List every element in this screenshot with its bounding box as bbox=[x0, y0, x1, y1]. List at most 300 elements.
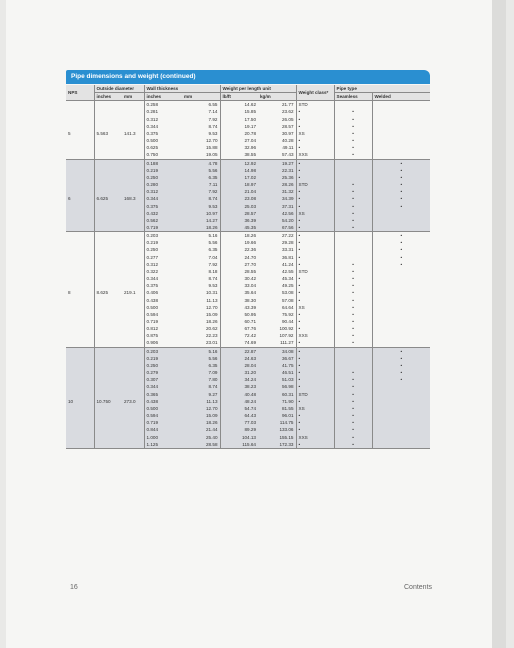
weight-kgm-cell: 90.44 bbox=[282, 319, 294, 324]
welded-cell: • bbox=[372, 232, 430, 240]
table-row bbox=[66, 369, 430, 376]
header-wt-mm: mm bbox=[182, 93, 220, 101]
od-mm-cell bbox=[122, 304, 144, 311]
od-inches-cell bbox=[94, 116, 122, 123]
table-row bbox=[66, 398, 430, 405]
seamless-cell bbox=[334, 347, 372, 355]
od-mm-cell bbox=[122, 232, 144, 240]
weight-class-cell: • bbox=[296, 339, 334, 347]
wall-inches-cell: 0.375 bbox=[144, 130, 182, 137]
wall-inches-cell: 0.280 bbox=[144, 181, 182, 188]
nps-cell bbox=[66, 383, 94, 390]
wall-mm-cell: 8.74 bbox=[182, 383, 220, 390]
od-inches-cell bbox=[94, 434, 122, 441]
weight-lbft-cell: 34.24 bbox=[220, 376, 258, 383]
weight-class-cell: • bbox=[296, 325, 334, 332]
weight-lbft-cell: 22.87 bbox=[220, 347, 258, 355]
seamless-cell: • bbox=[334, 144, 372, 151]
od-mm-cell bbox=[122, 261, 144, 268]
seamless-cell: • bbox=[334, 369, 372, 376]
weight-lbft-cell: 30.42 bbox=[220, 275, 258, 282]
weight-lbft-cell: 54.74 bbox=[220, 405, 258, 412]
weight-kgm-cell: 155.15 bbox=[258, 434, 296, 441]
nps-cell: 6 bbox=[66, 195, 94, 202]
wall-mm-cell: 22.23 bbox=[206, 333, 218, 339]
wall-mm-cell: 15.09 bbox=[206, 311, 218, 317]
table-row bbox=[66, 116, 430, 123]
header-welded: Welded bbox=[372, 93, 430, 101]
weight-lbft-cell: 17.02 bbox=[220, 174, 258, 181]
wall-mm-cell: 23.01 bbox=[182, 339, 220, 347]
od-inches-cell bbox=[94, 391, 122, 398]
table-row bbox=[66, 332, 430, 339]
weight-kgm-cell: 67.56 bbox=[258, 224, 296, 232]
weight-kgm-cell: 34.39 bbox=[258, 195, 296, 202]
weight-class-cell: • bbox=[296, 383, 334, 390]
weight-kgm-cell: 27.22 bbox=[282, 233, 294, 239]
od-mm-cell bbox=[122, 181, 144, 188]
header-outside-diameter: Outside diameter bbox=[94, 85, 144, 93]
page-edge bbox=[492, 0, 506, 648]
nps-cell bbox=[66, 391, 94, 398]
weight-lbft-cell: 64.43 bbox=[220, 412, 258, 419]
weight-lbft-cell: 25.03 bbox=[220, 203, 258, 210]
wall-mm-cell: 28.58 bbox=[182, 441, 220, 449]
table-row bbox=[66, 362, 430, 369]
weight-kgm-cell: 41.75 bbox=[258, 362, 296, 369]
welded-cell: • bbox=[372, 347, 430, 355]
nps-cell bbox=[66, 304, 94, 311]
weight-kgm-cell: 51.03 bbox=[258, 376, 296, 383]
weight-class-cell: XS bbox=[296, 130, 334, 137]
nps-cell bbox=[66, 441, 94, 449]
od-inches-cell bbox=[94, 167, 122, 174]
weight-class-cell: STD bbox=[296, 101, 334, 109]
wall-mm-cell: 19.05 bbox=[182, 151, 220, 159]
weight-lbft-cell: 115.64 bbox=[220, 441, 258, 449]
nps-cell bbox=[66, 419, 94, 426]
header-lbft: lb/ft bbox=[220, 93, 258, 101]
seamless-cell bbox=[334, 174, 372, 181]
od-mm-cell bbox=[122, 434, 144, 441]
seamless-cell: • bbox=[334, 108, 372, 115]
table-row bbox=[66, 254, 430, 261]
od-mm-cell bbox=[122, 376, 144, 383]
wall-inches-cell: 0.203 bbox=[144, 347, 182, 355]
welded-cell bbox=[372, 137, 430, 144]
od-mm-cell bbox=[122, 203, 144, 210]
weight-kgm-cell: 42.55 bbox=[282, 268, 294, 274]
weight-class-cell: • bbox=[296, 282, 334, 289]
nps-cell bbox=[66, 434, 94, 441]
weight-kgm-cell: 114.75 bbox=[258, 419, 296, 426]
welded-cell: • bbox=[372, 181, 430, 188]
od-inches-cell bbox=[94, 355, 122, 362]
wall-inches-cell: 0.625 bbox=[144, 144, 182, 151]
wall-mm-cell: 4.78 bbox=[182, 159, 220, 167]
od-mm-cell bbox=[122, 369, 144, 376]
wall-mm-cell: 18.26 bbox=[206, 319, 218, 324]
od-inches-cell bbox=[94, 108, 122, 115]
od-inches-cell bbox=[94, 151, 122, 159]
seamless-cell: • bbox=[334, 203, 372, 210]
weight-kgm-cell: 49.11 bbox=[282, 145, 294, 151]
weight-kgm-cell: 29.28 bbox=[282, 240, 294, 246]
welded-cell bbox=[372, 405, 430, 412]
weight-lbft-cell: 15.85 bbox=[220, 108, 258, 115]
wall-mm-cell: 15.88 bbox=[206, 145, 218, 151]
wall-inches-cell: 0.258 bbox=[144, 101, 182, 109]
weight-lbft-cell: 40.48 bbox=[220, 391, 258, 398]
wall-inches-cell: 0.312 bbox=[144, 188, 182, 195]
seamless-cell: • bbox=[334, 391, 372, 398]
header-row-2 bbox=[66, 93, 430, 101]
od-mm-cell bbox=[122, 347, 144, 355]
weight-class-cell: • bbox=[296, 123, 334, 130]
od-mm-cell bbox=[122, 210, 144, 217]
nps-cell bbox=[66, 232, 94, 240]
nps-cell bbox=[66, 275, 94, 282]
nps-group bbox=[66, 347, 430, 448]
wall-mm-cell: 5.56 bbox=[208, 240, 218, 246]
table-row bbox=[66, 383, 430, 390]
od-inches-cell bbox=[94, 144, 122, 151]
nps-cell bbox=[66, 405, 94, 412]
table-row bbox=[66, 159, 430, 167]
weight-class-cell: • bbox=[296, 167, 334, 174]
weight-kgm-cell: 41.24 bbox=[282, 261, 294, 267]
welded-cell bbox=[372, 108, 430, 115]
weight-lbft-cell: 20.78 bbox=[220, 130, 258, 137]
weight-class-cell: XS bbox=[296, 304, 334, 311]
wall-inches-cell: 0.750 bbox=[144, 151, 182, 159]
weight-lbft-cell: 36.39 bbox=[220, 217, 258, 224]
weight-class-cell: • bbox=[296, 289, 334, 296]
weight-kgm-cell: 56.98 bbox=[258, 383, 296, 390]
wall-inches-cell: 0.312 bbox=[144, 261, 182, 268]
weight-kgm-cell: 30.97 bbox=[282, 130, 294, 136]
weight-class-cell: • bbox=[296, 297, 334, 304]
weight-class-cell: • bbox=[296, 275, 334, 282]
nps-cell bbox=[66, 159, 94, 167]
wall-mm-cell: 8.74 bbox=[208, 276, 218, 282]
weight-kgm-cell: 26.05 bbox=[282, 116, 294, 122]
table-row bbox=[66, 188, 430, 195]
welded-cell bbox=[372, 130, 430, 137]
od-mm-cell: 273.0 bbox=[122, 398, 144, 405]
wall-mm-cell: 12.70 bbox=[206, 138, 218, 144]
seamless-cell: • bbox=[334, 210, 372, 217]
welded-cell: • bbox=[372, 376, 430, 383]
od-inches-cell bbox=[94, 362, 122, 369]
nps-cell bbox=[66, 181, 94, 188]
wall-mm-cell: 7.14 bbox=[208, 109, 218, 115]
weight-kgm-cell: 36.81 bbox=[282, 254, 294, 260]
header-wt-inches: inches bbox=[144, 93, 182, 101]
nps-cell: 10 bbox=[66, 398, 94, 405]
weight-lbft-cell: 14.98 bbox=[220, 167, 258, 174]
od-inches-cell bbox=[94, 405, 122, 412]
wall-inches-cell: 0.406 bbox=[144, 289, 182, 296]
weight-kgm-cell: 57.43 bbox=[258, 151, 296, 159]
welded-cell bbox=[372, 311, 430, 318]
table-row bbox=[66, 282, 430, 289]
weight-lbft-cell: 19.66 bbox=[220, 239, 258, 246]
wall-inches-cell: 0.438 bbox=[144, 398, 182, 405]
weight-kgm-cell: 107.92 bbox=[279, 333, 294, 339]
od-mm-cell bbox=[122, 339, 144, 347]
weight-class-cell: STD bbox=[296, 268, 334, 275]
od-inches-cell bbox=[94, 123, 122, 130]
welded-cell bbox=[372, 101, 430, 109]
nps-cell bbox=[66, 101, 94, 109]
weight-lbft-cell: 24.63 bbox=[220, 355, 258, 362]
wall-mm-cell: 9.53 bbox=[208, 283, 218, 289]
nps-cell bbox=[66, 426, 94, 433]
weight-lbft-cell: 35.64 bbox=[220, 289, 258, 296]
weight-lbft-cell: 48.24 bbox=[220, 398, 258, 405]
seamless-cell: • bbox=[334, 217, 372, 224]
weight-kgm-cell: 19.27 bbox=[258, 159, 296, 167]
wall-mm-cell: 9.53 bbox=[182, 203, 220, 210]
weight-class-cell: • bbox=[296, 217, 334, 224]
wall-mm-cell: 6.35 bbox=[182, 174, 220, 181]
weight-kgm-cell: 28.26 bbox=[258, 181, 296, 188]
weight-kgm-cell: 36.67 bbox=[258, 355, 296, 362]
od-mm-cell bbox=[122, 318, 144, 325]
table-row bbox=[66, 137, 430, 144]
weight-class-cell: • bbox=[296, 239, 334, 246]
welded-cell: • bbox=[372, 174, 430, 181]
wall-inches-cell: 0.281 bbox=[144, 108, 182, 115]
od-inches-cell bbox=[94, 339, 122, 347]
weight-kgm-cell: 49.25 bbox=[282, 283, 294, 289]
wall-inches-cell: 0.812 bbox=[144, 325, 182, 332]
wall-inches-cell: 0.500 bbox=[144, 137, 182, 144]
seamless-cell bbox=[334, 355, 372, 362]
od-mm-cell bbox=[122, 101, 144, 109]
nps-cell bbox=[66, 325, 94, 332]
nps-cell bbox=[66, 108, 94, 115]
nps-cell bbox=[66, 217, 94, 224]
wall-mm-cell: 21.44 bbox=[182, 426, 220, 433]
welded-cell bbox=[372, 304, 430, 311]
od-inches-cell bbox=[94, 203, 122, 210]
table-row bbox=[66, 232, 430, 240]
weight-class-cell: • bbox=[296, 362, 334, 369]
seamless-cell: • bbox=[334, 137, 372, 144]
weight-class-cell: • bbox=[296, 116, 334, 123]
welded-cell bbox=[372, 116, 430, 123]
seamless-cell: • bbox=[334, 383, 372, 390]
wall-mm-cell: 20.62 bbox=[206, 326, 218, 332]
nps-cell bbox=[66, 347, 94, 355]
seamless-cell: • bbox=[334, 376, 372, 383]
od-mm-cell bbox=[122, 426, 144, 433]
wall-mm-cell: 6.35 bbox=[182, 362, 220, 369]
od-inches-cell bbox=[94, 419, 122, 426]
table-row bbox=[66, 289, 430, 296]
nps-cell bbox=[66, 318, 94, 325]
od-inches-cell bbox=[94, 297, 122, 304]
wall-mm-cell: 9.53 bbox=[208, 130, 218, 136]
nps-cell bbox=[66, 210, 94, 217]
nps-cell bbox=[66, 355, 94, 362]
weight-class-cell: • bbox=[296, 426, 334, 433]
nps-cell bbox=[66, 311, 94, 318]
od-inches-cell bbox=[94, 304, 122, 311]
weight-class-cell: • bbox=[296, 203, 334, 210]
weight-lbft-cell: 14.62 bbox=[220, 101, 258, 109]
welded-cell: • bbox=[372, 239, 430, 246]
weight-class-cell: • bbox=[296, 246, 334, 253]
od-mm-cell bbox=[122, 282, 144, 289]
wall-inches-cell: 0.344 bbox=[144, 383, 182, 390]
weight-lbft-cell: 18.97 bbox=[220, 181, 258, 188]
wall-inches-cell: 0.594 bbox=[144, 412, 182, 419]
od-mm-cell bbox=[122, 275, 144, 282]
od-inches-cell bbox=[94, 217, 122, 224]
nps-cell: 8 bbox=[68, 290, 71, 296]
od-inches-cell bbox=[94, 268, 122, 275]
header-seamless: Seamless bbox=[334, 93, 372, 101]
welded-cell: • bbox=[372, 369, 430, 376]
nps-cell bbox=[66, 174, 94, 181]
seamless-cell: • bbox=[334, 434, 372, 441]
seamless-cell: • bbox=[334, 282, 372, 289]
nps-cell bbox=[66, 144, 94, 151]
wall-inches-cell: 0.250 bbox=[144, 246, 182, 253]
weight-kgm-cell: 28.57 bbox=[282, 123, 294, 129]
weight-kgm-cell: 111.27 bbox=[258, 339, 296, 347]
seamless-cell: • bbox=[334, 405, 372, 412]
od-inches-cell bbox=[94, 441, 122, 449]
table-row bbox=[66, 426, 430, 433]
nps-cell bbox=[66, 369, 94, 376]
table-row bbox=[66, 434, 430, 441]
weight-lbft-cell: 104.13 bbox=[220, 434, 258, 441]
weight-class-cell: • bbox=[296, 174, 334, 181]
od-mm-cell bbox=[122, 355, 144, 362]
seamless-cell bbox=[334, 254, 372, 261]
seamless-cell: • bbox=[334, 426, 372, 433]
od-inches-cell bbox=[94, 426, 122, 433]
weight-class-cell: • bbox=[296, 311, 334, 318]
welded-cell: • bbox=[372, 246, 430, 253]
od-inches-cell bbox=[94, 383, 122, 390]
wall-mm-cell: 11.13 bbox=[182, 398, 220, 405]
od-inches-cell bbox=[94, 332, 122, 339]
od-mm-cell bbox=[122, 254, 144, 261]
contents-link[interactable]: Contents bbox=[404, 584, 433, 591]
wall-inches-cell: 0.875 bbox=[144, 332, 182, 339]
weight-lbft-cell: 27.04 bbox=[220, 137, 258, 144]
od-inches-cell bbox=[94, 159, 122, 167]
wall-inches-cell: 0.438 bbox=[144, 297, 182, 304]
seamless-cell: • bbox=[334, 311, 372, 318]
wall-inches-cell: 1.125 bbox=[144, 441, 182, 449]
seamless-cell: • bbox=[334, 195, 372, 202]
seamless-cell bbox=[334, 239, 372, 246]
od-inches-cell bbox=[94, 412, 122, 419]
seamless-cell: • bbox=[334, 325, 372, 332]
welded-cell bbox=[372, 332, 430, 339]
weight-lbft-cell: 74.69 bbox=[220, 339, 258, 347]
weight-class-cell: XXS bbox=[296, 434, 334, 441]
weight-class-cell: STD bbox=[296, 391, 334, 398]
welded-cell bbox=[372, 123, 430, 130]
wall-mm-cell: 15.09 bbox=[182, 412, 220, 419]
table-row bbox=[66, 203, 430, 210]
welded-cell bbox=[372, 412, 430, 419]
od-inches-cell bbox=[94, 188, 122, 195]
weight-lbft-cell: 31.20 bbox=[220, 369, 258, 376]
weight-lbft-cell: 33.04 bbox=[220, 282, 258, 289]
weight-class-cell: • bbox=[296, 355, 334, 362]
weight-kgm-cell: 21.77 bbox=[282, 102, 294, 108]
nps-cell bbox=[66, 376, 94, 383]
welded-cell: • bbox=[372, 203, 430, 210]
nps-cell bbox=[66, 151, 94, 159]
wall-inches-cell: 0.312 bbox=[144, 116, 182, 123]
wall-mm-cell: 7.80 bbox=[182, 376, 220, 383]
table-row bbox=[66, 195, 430, 202]
od-mm-cell: 219.1 bbox=[124, 290, 136, 296]
weight-class-cell: • bbox=[296, 108, 334, 115]
weight-lbft-cell: 23.08 bbox=[220, 195, 258, 202]
od-mm-cell bbox=[122, 311, 144, 318]
wall-mm-cell: 5.56 bbox=[182, 355, 220, 362]
welded-cell bbox=[372, 217, 430, 224]
wall-mm-cell: 8.74 bbox=[182, 195, 220, 202]
od-inches-cell bbox=[94, 239, 122, 246]
wall-mm-cell: 18.26 bbox=[182, 419, 220, 426]
weight-class-cell: • bbox=[296, 224, 334, 232]
od-inches-cell bbox=[94, 174, 122, 181]
wall-mm-cell: 5.16 bbox=[182, 347, 220, 355]
table-row bbox=[66, 268, 430, 275]
table-row bbox=[66, 123, 430, 130]
od-mm-cell bbox=[122, 167, 144, 174]
wall-mm-cell: 10.97 bbox=[182, 210, 220, 217]
weight-lbft-cell: 22.36 bbox=[220, 246, 258, 253]
wall-inches-cell: 0.219 bbox=[144, 239, 182, 246]
weight-lbft-cell: 17.50 bbox=[220, 116, 258, 123]
table-row bbox=[66, 246, 430, 253]
wall-mm-cell: 10.31 bbox=[206, 290, 218, 296]
weight-class-cell: • bbox=[296, 188, 334, 195]
weight-lbft-cell: 19.17 bbox=[220, 123, 258, 130]
wall-mm-cell: 6.55 bbox=[208, 102, 218, 108]
table-title: Pipe dimensions and weight (continued) bbox=[66, 70, 430, 84]
wall-mm-cell: 14.27 bbox=[182, 217, 220, 224]
table-row bbox=[66, 405, 430, 412]
table-row bbox=[66, 412, 430, 419]
wall-mm-cell: 12.70 bbox=[206, 304, 218, 310]
od-mm-cell bbox=[122, 383, 144, 390]
table-row bbox=[66, 167, 430, 174]
wall-mm-cell: 9.27 bbox=[182, 391, 220, 398]
od-mm-cell bbox=[122, 144, 144, 151]
welded-cell bbox=[372, 282, 430, 289]
wall-mm-cell: 7.09 bbox=[182, 369, 220, 376]
header-od-inches: inches bbox=[94, 93, 122, 101]
weight-kgm-cell: 172.33 bbox=[258, 441, 296, 449]
weight-class-cell: STD bbox=[296, 181, 334, 188]
od-inches-cell: 6.625 bbox=[94, 195, 122, 202]
table-row bbox=[66, 419, 430, 426]
nps-cell bbox=[66, 339, 94, 347]
